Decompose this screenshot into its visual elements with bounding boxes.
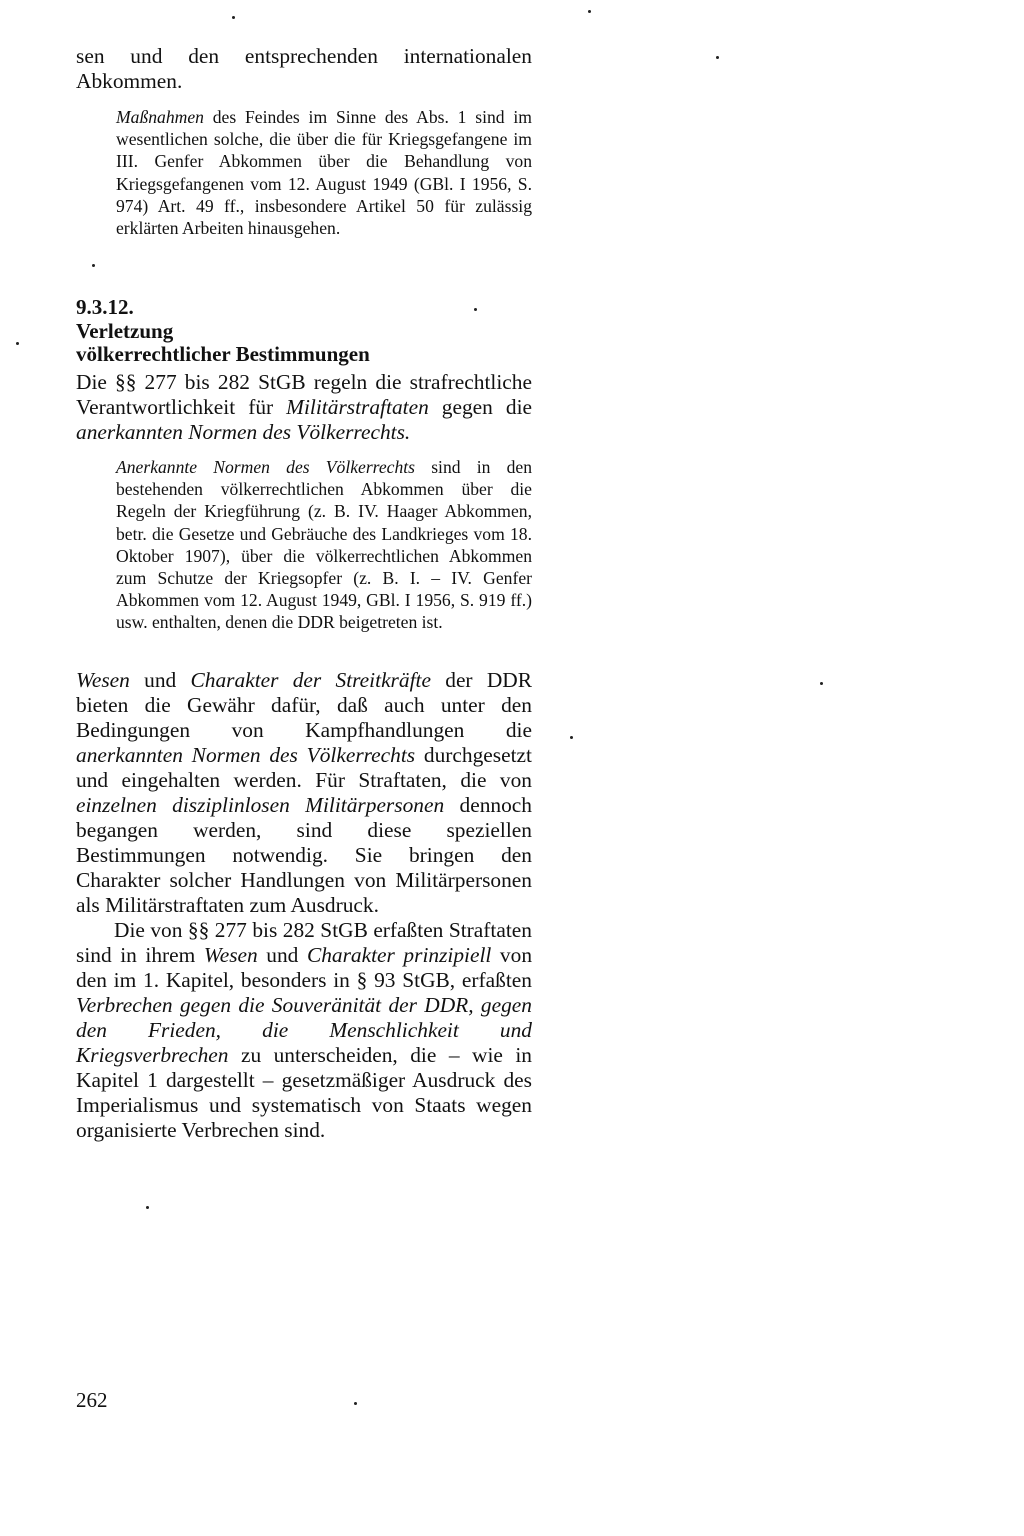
text-run-italic: Wesen [203,943,258,967]
text-run-italic: Verbrechen gegen die Souveränität der DDR, gegen den Frieden, die Menschlichkeit und Kriegsverbrechen [76,993,532,1067]
scan-speck [588,10,591,13]
text-run-italic: Militärstraftaten [286,395,429,419]
text-run: gegen die [428,395,533,419]
scan-speck [92,264,95,267]
text-run-italic: Charakter der Streitkräfte [190,668,431,692]
text-run-italic: einzelnen disziplinlosen Militärpersonen [76,793,445,817]
text-run-italic: anerkannten Normen des Völkerrechts [76,743,416,767]
text-run-italic: Anerkannte Normen des Völkerrechts [116,457,416,477]
paragraph-continued [76,44,532,94]
scan-speck [820,682,823,685]
section-title-line2: völkerrechtlicher Bestimmungen [76,342,370,366]
text-run-italic: Wesen [76,668,130,692]
text-run: sen und den entsprechenden internationalen Abkommen. [76,44,532,93]
note-paragraph-massnahmen [116,106,532,239]
text-run: des Feindes im Sinne des Abs. 1 sind im wesentlichen solche, die über die für Kriegsgefangene im III. Genfer Abkommen über die Behandlung von Kriegsgefangenen vom 12. August 1949 (GBl. I 1956, S. 974) Art. 49 ff., insbesondere Artikel 50 für zulässig erklärten Arbeiten hinausgehen. [116,107,532,239]
paragraph-intro [76,370,532,445]
note-paragraph-normen [116,456,532,634]
scan-speck [16,342,19,345]
text-run: Die von §§ 277 bis 282 StGB erfaßten Straftaten sind in ihrem [76,918,532,967]
text-run-italic: Charakter prinzipiell [306,943,492,967]
paragraph-wesen [76,668,532,918]
scan-speck [354,1402,357,1405]
scan-speck [570,736,573,739]
scan-speck [474,308,477,311]
text-run-italic: Maßnahmen [116,107,204,127]
scan-speck [146,1206,149,1209]
text-run: sind in den bestehenden völkerrechtlichen Abkommen über die Regeln der Kriegführung (z. B. IV. Haager Abkommen, betr. die Gesetze und Gebräuche des Landkrieges vom 18. Oktober 1907), über die völkerrechtlichen Abkommen zum Schutze der Kriegsopfer (z. B. I. – IV. Genfer Abkommen vom 12. August 1949, GBl. I 1956, S. 919 ff.) usw. enthalten, denen die DDR beigetreten ist. [116,457,532,633]
text-run: dennoch begangen werden, sind diese speziellen Bestimmungen notwendig. Sie bringen den Charakter solcher Handlungen von Militärpersonen als Militärstraftaten zum Ausdruck. [76,793,532,917]
text-run: zu unterscheiden, die – wie in Kapitel 1 dargestellt – gesetzmäßiger Ausdruck des Imperialismus und systematisch von Staats wegen organisierte Verbrechen sind. [76,1043,532,1142]
section-title-line1: Verletzung [76,318,174,343]
text-run-italic: anerkannten Normen des Völkerrechts. [76,420,411,444]
text-run: von den im 1. Kapitel, besonders in § 93 StGB, erfaßten [76,943,533,992]
page-number: 262 [76,1388,108,1412]
paragraph-straftaten [76,918,532,1143]
section-number: 9.3.12. [76,295,134,319]
text-run: der DDR bieten die Gewähr dafür, daß auch unter den Bedingungen von Kampfhandlungen die [76,668,532,742]
text-run: und [129,668,191,692]
text-run: durchgesetzt und eingehalten werden. Für Straftaten, die von [76,743,532,792]
scan-speck [716,56,719,59]
scan-speck [232,16,235,19]
text-run: Die §§ 277 bis 282 StGB regeln die strafrechtliche Verantwortlichkeit für [76,370,532,419]
text-run: und [257,943,307,967]
section-heading [76,296,532,367]
